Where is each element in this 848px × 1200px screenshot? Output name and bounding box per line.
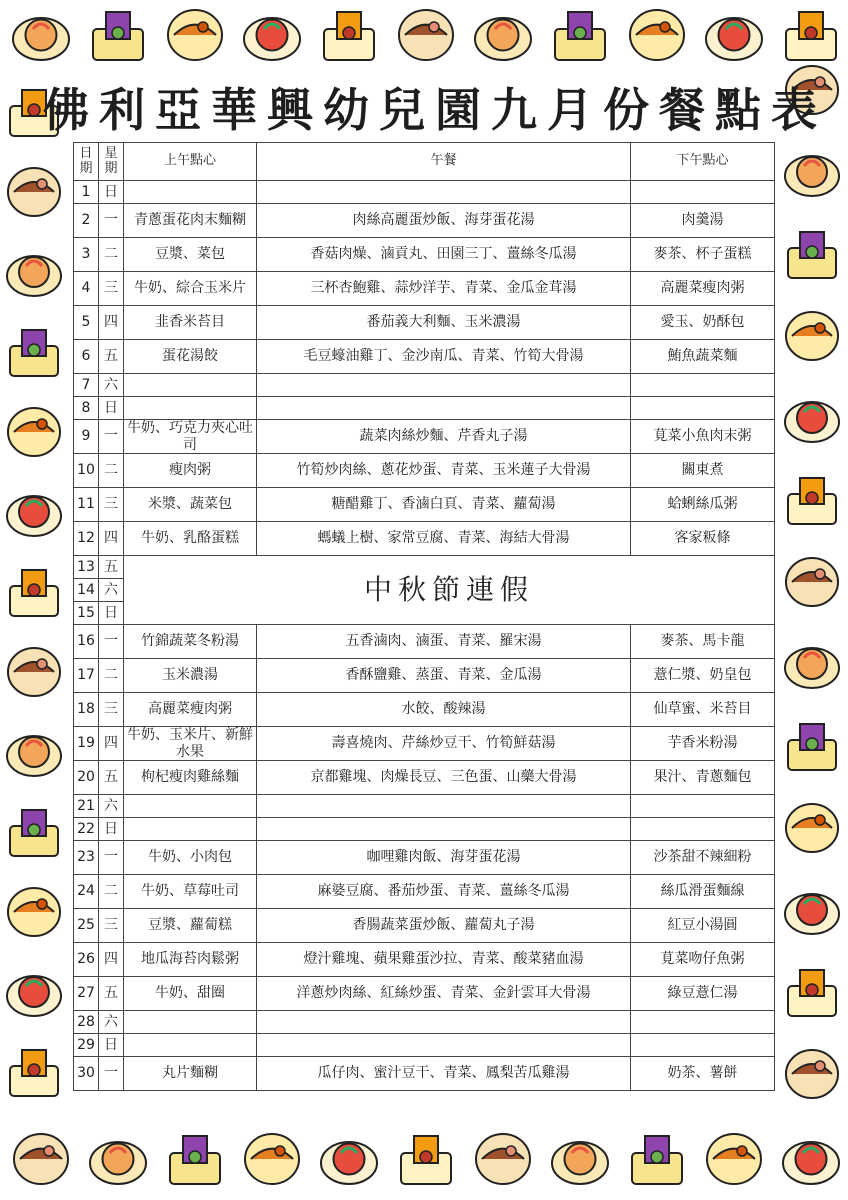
weekday-cell: 三	[99, 488, 124, 522]
food-decoration-icon	[4, 162, 64, 222]
food-decoration-icon	[318, 4, 380, 66]
food-decoration-icon	[782, 224, 842, 284]
weekday-cell: 四	[99, 943, 124, 977]
table-row	[74, 693, 775, 727]
afternoon-snack-cell	[631, 818, 775, 841]
header-morning-snack: 上午點心	[124, 143, 257, 181]
day-cell: 8	[74, 397, 99, 420]
food-decoration-icon	[780, 4, 842, 66]
day-cell: 13	[74, 556, 99, 579]
table-row	[74, 625, 775, 659]
day-cell: 11	[74, 488, 99, 522]
afternoon-snack-cell	[631, 795, 775, 818]
afternoon-snack-cell: 蛤蜊絲瓜粥	[631, 488, 775, 522]
table-row	[74, 238, 775, 272]
lunch-cell: 五香滷肉、滷蛋、青菜、羅宋湯	[257, 625, 631, 659]
day-cell: 27	[74, 977, 99, 1011]
lunch-cell	[257, 181, 631, 204]
afternoon-snack-cell: 奶茶、薯餅	[631, 1057, 775, 1091]
weekday-cell: 四	[99, 522, 124, 556]
lunch-cell: 京都雞塊、肉燥長豆、三色蛋、山藥大骨湯	[257, 761, 631, 795]
morning-snack-cell: 地瓜海苔肉鬆粥	[124, 943, 257, 977]
lunch-cell: 燈汁雞塊、蘋果雞蛋沙拉、青菜、酸菜豬血湯	[257, 943, 631, 977]
weekday-cell: 二	[99, 238, 124, 272]
lunch-cell: 洋蔥炒肉絲、紅絲炒蛋、青菜、金針雲耳大骨湯	[257, 977, 631, 1011]
day-cell: 30	[74, 1057, 99, 1091]
food-decoration-icon	[782, 1044, 842, 1104]
food-decoration-icon	[782, 142, 842, 202]
table-row	[74, 909, 775, 943]
morning-snack-cell: 蛋花湯餃	[124, 340, 257, 374]
food-decoration-icon	[4, 482, 64, 542]
weekday-cell: 五	[99, 340, 124, 374]
afternoon-snack-cell: 麥茶、馬卡龍	[631, 625, 775, 659]
afternoon-snack-cell	[631, 1034, 775, 1057]
lunch-cell: 螞蟻上樹、家常豆腐、青菜、海結大骨湯	[257, 522, 631, 556]
day-cell: 15	[74, 602, 99, 625]
food-decoration-icon	[782, 388, 842, 448]
day-cell: 16	[74, 625, 99, 659]
table-row	[74, 420, 775, 454]
weekday-cell: 二	[99, 454, 124, 488]
table-row	[74, 181, 775, 204]
food-decoration-icon	[703, 4, 765, 66]
lunch-cell: 蔬菜肉絲炒麵、芹香丸子湯	[257, 420, 631, 454]
weekday-cell: 日	[99, 602, 124, 625]
afternoon-snack-cell: 關東煮	[631, 454, 775, 488]
food-decoration-icon	[782, 306, 842, 366]
holiday-note: 中秋節連假	[124, 556, 775, 625]
meal-table	[73, 142, 775, 1091]
day-cell: 4	[74, 272, 99, 306]
table-row	[74, 841, 775, 875]
afternoon-snack-cell: 果汁、青蔥麵包	[631, 761, 775, 795]
day-cell: 14	[74, 579, 99, 602]
day-cell: 1	[74, 181, 99, 204]
day-cell: 9	[74, 420, 99, 454]
table-row	[74, 818, 775, 841]
afternoon-snack-cell: 仙草蜜、米苔目	[631, 693, 775, 727]
table-row	[74, 977, 775, 1011]
lunch-cell: 咖哩雞肉飯、海芽蛋花湯	[257, 841, 631, 875]
afternoon-snack-cell: 麥茶、杯子蛋糕	[631, 238, 775, 272]
table-row	[74, 1011, 775, 1034]
table-row	[74, 659, 775, 693]
afternoon-snack-cell	[631, 181, 775, 204]
food-decoration-icon	[4, 402, 64, 462]
morning-snack-cell: 豆漿、菜包	[124, 238, 257, 272]
morning-snack-cell	[124, 181, 257, 204]
afternoon-snack-cell: 鮪魚蔬菜麵	[631, 340, 775, 374]
lunch-cell: 香腸蔬菜蛋炒飯、蘿蔔丸子湯	[257, 909, 631, 943]
food-decoration-icon	[782, 880, 842, 940]
lunch-cell	[257, 818, 631, 841]
table-row	[74, 488, 775, 522]
weekday-cell: 三	[99, 693, 124, 727]
day-cell: 21	[74, 795, 99, 818]
table-row	[74, 522, 775, 556]
lunch-cell: 竹筍炒肉絲、蔥花炒蛋、青菜、玉米蓮子大骨湯	[257, 454, 631, 488]
food-decoration-icon	[472, 4, 534, 66]
weekday-cell: 六	[99, 579, 124, 602]
morning-snack-cell: 丸片麵糊	[124, 1057, 257, 1091]
table-row	[74, 454, 775, 488]
morning-snack-cell	[124, 818, 257, 841]
lunch-cell: 麻婆豆腐、番茄炒蛋、青菜、薑絲冬瓜湯	[257, 875, 631, 909]
day-cell: 19	[74, 727, 99, 761]
food-decoration-icon	[4, 242, 64, 302]
morning-snack-cell: 牛奶、草莓吐司	[124, 875, 257, 909]
day-cell: 10	[74, 454, 99, 488]
weekday-cell: 二	[99, 659, 124, 693]
morning-snack-cell	[124, 1034, 257, 1057]
food-decoration-icon	[4, 322, 64, 382]
lunch-cell: 瓜仔肉、蜜汁豆干、青菜、鳳梨苦瓜雞湯	[257, 1057, 631, 1091]
food-decoration-icon	[626, 1128, 688, 1190]
day-cell: 25	[74, 909, 99, 943]
afternoon-snack-cell: 愛玉、奶酥包	[631, 306, 775, 340]
morning-snack-cell: 青蔥蛋花肉末麵糊	[124, 204, 257, 238]
table-row	[74, 374, 775, 397]
lunch-cell	[257, 795, 631, 818]
food-decoration-icon	[782, 962, 842, 1022]
weekday-cell: 日	[99, 397, 124, 420]
day-cell: 29	[74, 1034, 99, 1057]
weekday-cell: 日	[99, 818, 124, 841]
day-cell: 2	[74, 204, 99, 238]
day-cell: 22	[74, 818, 99, 841]
food-decoration-icon	[10, 4, 72, 66]
lunch-cell	[257, 1034, 631, 1057]
day-cell: 6	[74, 340, 99, 374]
food-decoration-icon	[241, 1128, 303, 1190]
afternoon-snack-cell: 芋香米粉湯	[631, 727, 775, 761]
weekday-cell: 六	[99, 374, 124, 397]
day-cell: 24	[74, 875, 99, 909]
table-row	[74, 556, 775, 579]
food-decoration-icon	[164, 1128, 226, 1190]
header-weekday: 星期	[99, 143, 124, 181]
table-header-row	[74, 143, 775, 181]
morning-snack-cell: 牛奶、綜合玉米片	[124, 272, 257, 306]
morning-snack-cell: 米漿、蔬菜包	[124, 488, 257, 522]
afternoon-snack-cell	[631, 397, 775, 420]
table-row	[74, 204, 775, 238]
weekday-cell: 五	[99, 977, 124, 1011]
food-decoration-icon	[626, 4, 688, 66]
morning-snack-cell: 玉米濃湯	[124, 659, 257, 693]
afternoon-snack-cell: 絲瓜滑蛋麵線	[631, 875, 775, 909]
weekday-cell: 日	[99, 181, 124, 204]
morning-snack-cell: 枸杞瘦肉雞絲麵	[124, 761, 257, 795]
table-row	[74, 943, 775, 977]
food-decoration-icon	[703, 1128, 765, 1190]
afternoon-snack-cell: 沙茶甜不辣細粉	[631, 841, 775, 875]
lunch-cell: 水餃、酸辣湯	[257, 693, 631, 727]
table-row	[74, 272, 775, 306]
weekday-cell: 四	[99, 306, 124, 340]
weekday-cell: 二	[99, 875, 124, 909]
weekday-cell: 六	[99, 1011, 124, 1034]
afternoon-snack-cell: 薏仁漿、奶皇包	[631, 659, 775, 693]
table-row	[74, 1034, 775, 1057]
table-row	[74, 306, 775, 340]
day-cell: 12	[74, 522, 99, 556]
morning-snack-cell	[124, 795, 257, 818]
afternoon-snack-cell: 客家粄條	[631, 522, 775, 556]
table-row	[74, 795, 775, 818]
food-decoration-icon	[395, 4, 457, 66]
morning-snack-cell	[124, 374, 257, 397]
day-cell: 20	[74, 761, 99, 795]
food-decoration-icon	[782, 716, 842, 776]
table-row	[74, 727, 775, 761]
weekday-cell: 五	[99, 556, 124, 579]
table-row	[74, 397, 775, 420]
food-decoration-icon	[395, 1128, 457, 1190]
food-decoration-icon	[782, 634, 842, 694]
afternoon-snack-cell: 紅豆小湯圓	[631, 909, 775, 943]
food-decoration-icon	[10, 1128, 72, 1190]
food-decoration-icon	[87, 1128, 149, 1190]
weekday-cell: 一	[99, 841, 124, 875]
header-day: 日期	[74, 143, 99, 181]
lunch-cell: 香菇肉燥、滷貢丸、田園三丁、薑絲冬瓜湯	[257, 238, 631, 272]
lunch-cell	[257, 374, 631, 397]
weekday-cell: 一	[99, 1057, 124, 1091]
lunch-cell	[257, 1011, 631, 1034]
weekday-cell: 四	[99, 727, 124, 761]
lunch-cell: 三杯杏鮑雞、蒜炒洋芋、青菜、金瓜金茸湯	[257, 272, 631, 306]
food-decoration-icon	[549, 1128, 611, 1190]
lunch-cell: 肉絲高麗蛋炒飯、海芽蛋花湯	[257, 204, 631, 238]
day-cell: 17	[74, 659, 99, 693]
lunch-cell: 香酥鹽雞、蒸蛋、青菜、金瓜湯	[257, 659, 631, 693]
weekday-cell: 一	[99, 625, 124, 659]
weekday-cell: 一	[99, 204, 124, 238]
weekday-cell: 五	[99, 761, 124, 795]
afternoon-snack-cell: 莧菜小魚肉末粥	[631, 420, 775, 454]
table-row	[74, 875, 775, 909]
morning-snack-cell: 瘦肉粥	[124, 454, 257, 488]
lunch-cell: 番茄義大利麵、玉米濃湯	[257, 306, 631, 340]
day-cell: 28	[74, 1011, 99, 1034]
morning-snack-cell: 韭香米苔目	[124, 306, 257, 340]
lunch-cell: 毛豆蠔油雞丁、金沙南瓜、青菜、竹筍大骨湯	[257, 340, 631, 374]
food-decoration-icon	[4, 882, 64, 942]
food-decoration-icon	[318, 1128, 380, 1190]
food-decoration-icon	[472, 1128, 534, 1190]
lunch-cell: 壽喜燒肉、芹絲炒豆干、竹筍鮮菇湯	[257, 727, 631, 761]
morning-snack-cell: 牛奶、玉米片、新鮮水果	[124, 727, 257, 761]
afternoon-snack-cell: 莧菜吻仔魚粥	[631, 943, 775, 977]
day-cell: 18	[74, 693, 99, 727]
food-decoration-icon	[780, 1128, 842, 1190]
weekday-cell: 六	[99, 795, 124, 818]
afternoon-snack-cell	[631, 1011, 775, 1034]
morning-snack-cell	[124, 397, 257, 420]
lunch-cell: 糖醋雞丁、香滷白頁、青菜、蘿蔔湯	[257, 488, 631, 522]
food-decoration-icon	[4, 1042, 64, 1102]
table-row	[74, 761, 775, 795]
food-decoration-icon	[782, 798, 842, 858]
day-cell: 5	[74, 306, 99, 340]
morning-snack-cell: 牛奶、小肉包	[124, 841, 257, 875]
food-decoration-icon	[4, 802, 64, 862]
food-decoration-icon	[4, 722, 64, 782]
food-decoration-icon	[241, 4, 303, 66]
morning-snack-cell: 牛奶、乳酪蛋糕	[124, 522, 257, 556]
day-cell: 7	[74, 374, 99, 397]
morning-snack-cell: 竹錦蔬菜冬粉湯	[124, 625, 257, 659]
morning-snack-cell: 高麗菜瘦肉粥	[124, 693, 257, 727]
day-cell: 26	[74, 943, 99, 977]
day-cell: 23	[74, 841, 99, 875]
weekday-cell: 三	[99, 272, 124, 306]
weekday-cell: 三	[99, 909, 124, 943]
morning-snack-cell: 豆漿、蘿蔔糕	[124, 909, 257, 943]
morning-snack-cell	[124, 1011, 257, 1034]
food-decoration-icon	[782, 552, 842, 612]
header-lunch: 午餐	[257, 143, 631, 181]
morning-snack-cell: 牛奶、甜圈	[124, 977, 257, 1011]
morning-snack-cell: 牛奶、巧克力夾心吐司	[124, 420, 257, 454]
food-decoration-icon	[4, 642, 64, 702]
afternoon-snack-cell: 肉羹湯	[631, 204, 775, 238]
lunch-cell	[257, 397, 631, 420]
afternoon-snack-cell: 綠豆薏仁湯	[631, 977, 775, 1011]
page-title: 佛利亞華興幼兒園九月份餐點表	[43, 83, 827, 137]
food-decoration-icon	[549, 4, 611, 66]
day-cell: 3	[74, 238, 99, 272]
table-row	[74, 1057, 775, 1091]
food-decoration-icon	[782, 470, 842, 530]
afternoon-snack-cell: 高麗菜瘦肉粥	[631, 272, 775, 306]
weekday-cell: 一	[99, 420, 124, 454]
food-decoration-icon	[4, 962, 64, 1022]
afternoon-snack-cell	[631, 374, 775, 397]
weekday-cell: 日	[99, 1034, 124, 1057]
food-decoration-icon	[87, 4, 149, 66]
table-row	[74, 340, 775, 374]
food-decoration-icon	[4, 562, 64, 622]
header-afternoon-snack: 下午點心	[631, 143, 775, 181]
food-decoration-icon	[164, 4, 226, 66]
